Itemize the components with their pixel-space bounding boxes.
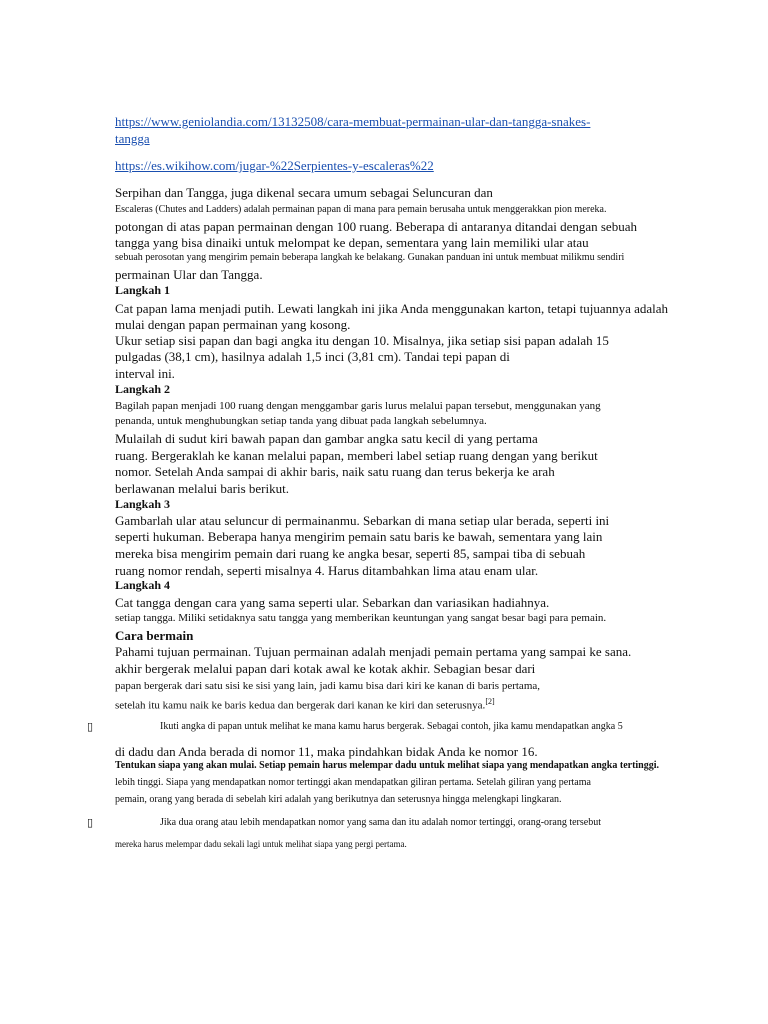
paragraph-line: Pahami tujuan permainan. Tujuan permainan adalah menjadi pemain pertama yang sampai ke sana. (115, 644, 632, 659)
paragraph-line: Mulailah di sudut kiri bawah papan dan gambar angka satu kecil di yang pertama (115, 431, 538, 446)
paragraph-line: ruang. Bergeraklah ke kanan melalui papan, memberi label setiap ruang dengan yang berikut (115, 448, 598, 463)
paragraph-line: potongan di atas papan permainan dengan 100 ruang. Beberapa di antaranya ditandai dengan sebuah (115, 219, 637, 234)
source-link-wikihow[interactable]: https://es.wikihow.com/jugar-%22Serpientes-y-escaleras%22 (115, 158, 434, 173)
paragraph-line: papan bergerak dari satu sisi ke sisi yang lain, jadi kamu bisa dari kiri ke kanan di baris pertama, (115, 680, 541, 692)
bullet-text: Ikuti angka di papan untuk melihat ke mana kamu harus bergerak. Sebagai contoh, jika kamu mendapatkan angka 5 (160, 721, 623, 732)
source-link-geniolandia-cont[interactable]: tangga (115, 131, 150, 146)
paragraph-line: permainan Ular dan Tangga. (115, 267, 263, 282)
paragraph-line: mereka bisa mengirim pemain dari ruang ke angka besar, seperti 85, sampai tiba di sebuah (115, 546, 586, 561)
paragraph-line: pulgadas (38,1 cm), hasilnya adalah 1,5 inci (3,81 cm). Tandai tepi papan di (115, 349, 510, 364)
bullet-text: di dadu dan Anda berada di nomor 11, maka pindahkan bidak Anda ke nomor 16. (115, 744, 538, 759)
step-heading: Langkah 4 (115, 578, 171, 592)
paragraph-line: penanda, untuk menghubungkan setiap tanda yang dibuat pada langkah sebelumnya. (115, 415, 487, 427)
citation-link[interactable]: [2] (485, 697, 495, 706)
paragraph-line: Cat tangga dengan cara yang sama seperti ular. Sebarkan dan variasikan hadiahnya. (115, 595, 550, 610)
paragraph-line: Cat papan lama menjadi putih. Lewati langkah ini jika Anda menggunakan karton, tetapi tujuannya adalah (115, 301, 669, 316)
paragraph-line: interval ini. (115, 366, 175, 381)
source-link-geniolandia[interactable]: https://www.geniolandia.com/13132508/cara-membuat-permainan-ular-dan-tangga-snakes- (115, 114, 591, 129)
paragraph-line: akhir bergerak melalui papan dari kotak awal ke kotak akhir. Sebagian besar dari (115, 661, 536, 676)
bullet-box-icon: ▯ (87, 720, 94, 733)
paragraph-line: Gambarlah ular atau seluncur di permainanmu. Sebarkan di mana setiap ular berada, seperti ini (115, 513, 610, 528)
paragraph-line: tangga yang bisa dinaiki untuk melompat ke depan, sementara yang lain memiliki ular atau (115, 235, 589, 250)
paragraph-line: Bagilah papan menjadi 100 ruang dengan menggambar garis lurus melalui papan tersebut, menggunakan yang (115, 400, 601, 412)
step-heading: Langkah 2 (115, 382, 171, 396)
paragraph-line: Escaleras (Chutes and Ladders) adalah permainan papan di mana para pemain berusaha untuk menggerakkan pion mereka. (115, 204, 607, 215)
paragraph-line: nomor. Setelah Anda sampai di akhir baris, naik satu ruang dan terus bekerja ke arah (115, 464, 555, 479)
bullet-text: Jika dua orang atau lebih mendapatkan nomor yang sama dan itu adalah nomor tertinggi, orang-orang tersebut (160, 817, 601, 828)
step-heading: Langkah 3 (115, 497, 171, 511)
paragraph-line: Tentukan siapa yang akan mulai. Setiap pemain harus melempar dadu untuk melihat siapa yang mendapatkan angka tertinggi. (115, 760, 660, 771)
paragraph-line: mulai dengan papan permainan yang kosong. (115, 317, 351, 332)
step-heading: Langkah 1 (115, 283, 171, 297)
paragraph-line: seperti hukuman. Beberapa hanya mengirim pemain satu baris ke bawah, sementara yang lain (115, 529, 603, 544)
paragraph-line: lebih tinggi. Siapa yang mendapatkan nomor tertinggi akan mendapatkan giliran pertama. Setelah giliran yang pertama (115, 777, 591, 788)
bullet-box-icon: ▯ (87, 816, 94, 829)
bullet-text: mereka harus melempar dadu sekali lagi untuk melihat siapa yang pergi pertama. (115, 839, 407, 849)
paragraph-line: sebuah perosotan yang mengirim pemain beberapa langkah ke belakang. Gunakan panduan ini untuk membuat milikmu sendiri (115, 252, 625, 263)
paragraph-line (115, 697, 707, 712)
paragraph-line: Ukur setiap sisi papan dan bagi angka itu dengan 10. Misalnya, jika setiap sisi papan adalah 15 (115, 333, 609, 348)
paragraph-line: setiap tangga. Miliki setidaknya satu tangga yang memberikan keuntungan yang sangat besar bagi para pemain. (115, 612, 607, 624)
paragraph-text: setelah itu kamu naik ke baris kedua dan bergerak dari kanan ke kiri dan seterusnya. (115, 699, 486, 712)
paragraph-line: Serpihan dan Tangga, juga dikenal secara umum sebagai Seluncuran dan (115, 185, 493, 200)
paragraph-line: ruang nomor rendah, seperti misalnya 4. Harus ditambahkan lima atau enam ular. (115, 563, 539, 578)
paragraph-line: berlawanan melalui baris berikut. (115, 481, 289, 496)
section-heading: Cara bermain (115, 628, 194, 643)
paragraph-line: pemain, orang yang berada di sebelah kiri adalah yang berikutnya dan seterusnya hingga melengkapi lingkaran. (115, 794, 562, 805)
